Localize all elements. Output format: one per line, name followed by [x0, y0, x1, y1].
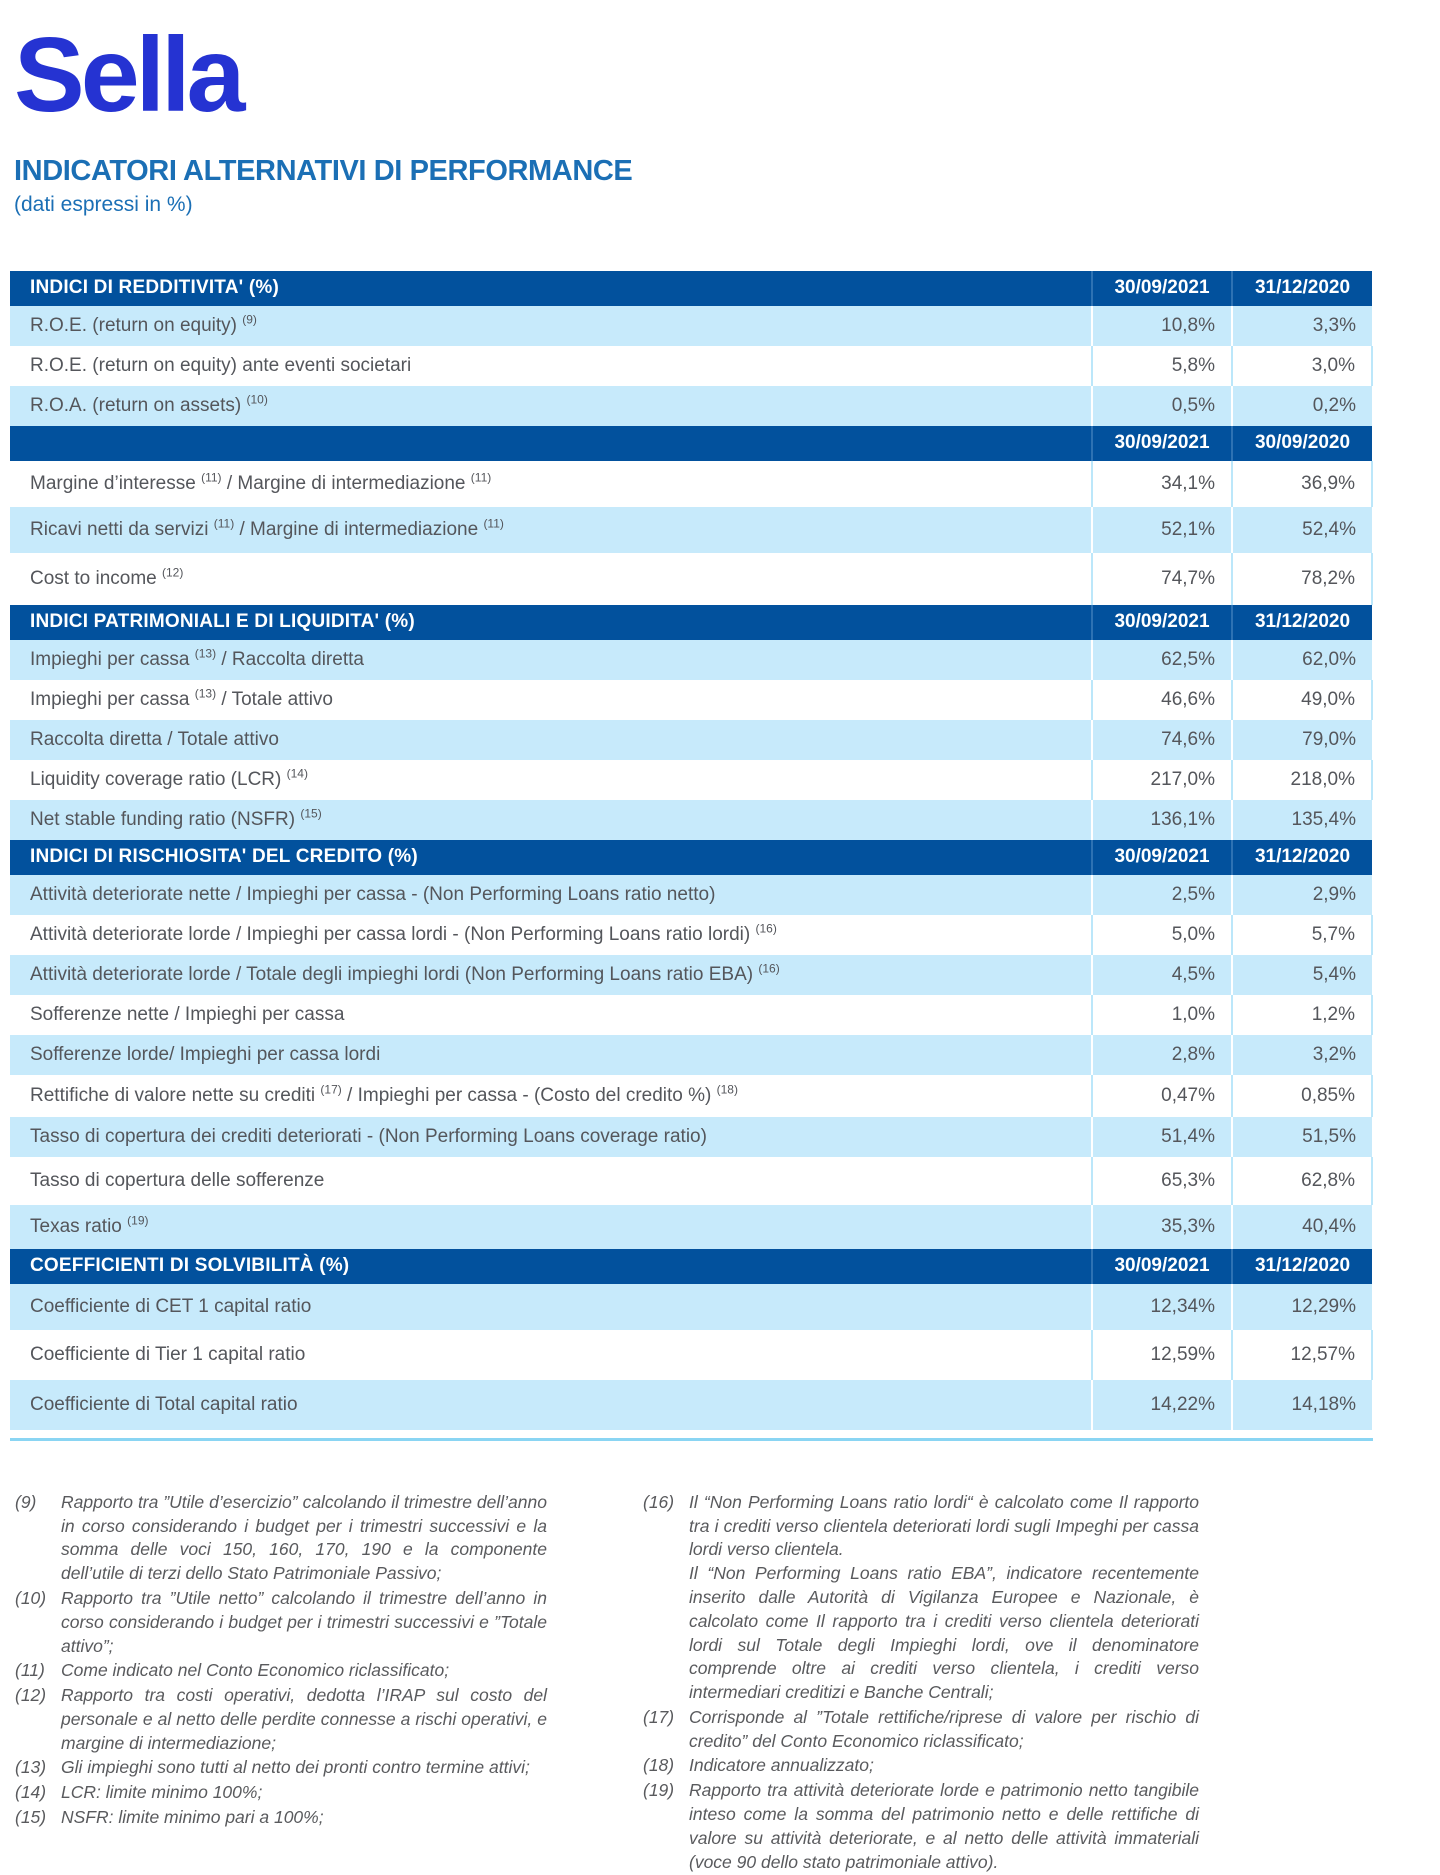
value-cell: 12,57%	[1232, 1330, 1372, 1380]
table-row	[10, 875, 1372, 915]
value-cell: 3,2%	[1232, 1035, 1372, 1075]
row-label: Net stable funding ratio (NSFR) $^{(15)}$	[30, 806, 322, 830]
footnote-text	[689, 1779, 1199, 1874]
footnote-column-left	[15, 1491, 547, 1875]
value-cell: 14,22%	[1092, 1380, 1232, 1430]
row-label: Ricavi netti da servizi $^{(11)}$ / Margine di intermediazione $^{(11)}$	[30, 516, 504, 540]
row-label: Cost to income $^{(12)}$	[30, 565, 184, 589]
value-cell: 5,7%	[1232, 915, 1372, 955]
footnote-text	[689, 1706, 1199, 1754]
footnote-text	[61, 1659, 547, 1683]
value-cell: 5,0%	[1092, 915, 1232, 955]
table-row	[10, 306, 1372, 346]
value-cell: 74,6%	[1092, 720, 1232, 760]
footnote-number: (9)	[15, 1491, 37, 1512]
footnote-text	[61, 1587, 547, 1658]
footnote	[15, 1684, 547, 1755]
table-row	[10, 1075, 1372, 1117]
row-label: Rettifiche di valore nette su crediti $^{(17)}$ / Impieghi per cassa - (Costo del credito %) $^{(18)}$	[30, 1082, 738, 1106]
footnote-ref: (17)	[320, 1082, 342, 1097]
value-cell: 36,9%	[1232, 461, 1372, 507]
footnote-number: (16)	[643, 1491, 675, 1512]
footnote	[643, 1491, 1199, 1705]
footnote-ref: (12)	[162, 565, 184, 580]
table-row	[10, 955, 1372, 995]
footnote-paragraph: Come indicato nel Conto Economico riclassificato;	[61, 1660, 450, 1681]
footnote-paragraph: NSFR: limite minimo pari a 100%;	[61, 1807, 324, 1828]
column-header-date: 30/09/2021	[1092, 840, 1232, 875]
row-label: Tasso di copertura delle sofferenze	[30, 1169, 325, 1191]
footnote-text	[689, 1491, 1199, 1705]
footnote-ref: (15)	[300, 806, 322, 821]
value-cell: 51,4%	[1092, 1117, 1232, 1157]
value-cell: 74,7%	[1092, 553, 1232, 605]
footnote-paragraph: Rapporto tra ”Utile netto” calcolando il trimestre dell’anno in corso considerando i budget per i trimestri successivi e ”Totale attivo”;	[61, 1587, 547, 1656]
row-label: Sofferenze lorde/ Impieghi per cassa lordi	[30, 1043, 381, 1065]
column-header-date: 30/09/2021	[1092, 271, 1232, 306]
footnote-number: (13)	[15, 1757, 47, 1778]
section-header-row	[10, 426, 1372, 461]
row-label: Coefficiente di CET 1 capital ratio	[30, 1295, 312, 1317]
section-title: INDICI DI RISCHIOSITA' DEL CREDITO (%)	[30, 846, 418, 868]
table-row	[10, 461, 1372, 507]
footnote	[643, 1779, 1199, 1874]
sella-logo: Sella	[14, 16, 242, 134]
footnote-number: (17)	[643, 1706, 675, 1727]
page-subtitle: (dati espressi in %)	[14, 192, 193, 216]
value-cell: 218,0%	[1232, 760, 1372, 800]
table-row	[10, 1157, 1372, 1205]
table-row	[10, 346, 1372, 386]
value-cell: 14,18%	[1232, 1380, 1372, 1430]
footnote-paragraph: Il “Non Performing Loans ratio EBA”, indicatore recentemente inserito dalle Autorità di Vigilanza Europee e Nazionale, è calcolato come Il rapporto tra i crediti verso clientela deteriorati lordi sul Totale degli Impieghi lordi, ove il denominatore comprende oltre ai crediti verso clientela, i crediti verso intermediari creditizi e Banche Centrali;	[689, 1563, 1199, 1703]
table-row	[10, 1330, 1372, 1380]
footnote-number: (11)	[15, 1660, 45, 1681]
footnote-number: (12)	[15, 1685, 47, 1706]
page-title: INDICATORI ALTERNATIVI DI PERFORMANCE	[14, 154, 633, 187]
column-header-date: 30/09/2021	[1092, 1249, 1232, 1284]
indicators-table-wrapper	[10, 271, 1373, 1441]
value-cell: 51,5%	[1232, 1117, 1372, 1157]
value-cell: 0,47%	[1092, 1075, 1232, 1117]
value-cell: 0,5%	[1092, 386, 1232, 426]
value-cell: 5,4%	[1232, 955, 1372, 995]
table-row	[10, 1035, 1372, 1075]
row-label: Attività deteriorate lorde / Impieghi per cassa lordi - (Non Performing Loans ratio lordi) $^{(16)}$	[30, 921, 777, 945]
column-header-date: 31/12/2020	[1232, 840, 1372, 875]
footnote-number: (14)	[15, 1782, 47, 1803]
value-cell: 62,5%	[1092, 640, 1232, 680]
footnote-paragraph: Rapporto tra ”Utile d’esercizio” calcolando il trimestre dell’anno in corso considerando i budget per i trimestri successivi e la somma delle voci 150, 160, 170, 190 e la componente dell’utile di terzi dello Stato Patrimoniale Passivo;	[61, 1491, 547, 1584]
footnote-number: (18)	[643, 1755, 675, 1776]
footnote-ref: (11)	[483, 516, 504, 531]
value-cell: 10,8%	[1092, 306, 1232, 346]
footnote-text	[61, 1684, 547, 1755]
footnote-ref: (11)	[201, 470, 222, 485]
value-cell: 52,4%	[1232, 507, 1372, 553]
footnote-ref: (13)	[194, 686, 217, 701]
value-cell: 12,29%	[1232, 1284, 1372, 1330]
value-cell: 34,1%	[1092, 461, 1232, 507]
footnote-paragraph: Gli impieghi sono tutti al netto dei pronti contro termine attivi;	[61, 1757, 530, 1778]
footnote-ref: (11)	[213, 516, 235, 531]
footnote	[15, 1659, 547, 1683]
footnote-ref: (13)	[194, 646, 217, 661]
row-label: R.O.E. (return on equity) ante eventi societari	[30, 354, 412, 376]
value-cell: 1,2%	[1232, 995, 1372, 1035]
value-cell: 40,4%	[1232, 1205, 1372, 1249]
table-row	[10, 386, 1372, 426]
table-row	[10, 995, 1372, 1035]
section-title	[10, 426, 1092, 461]
section-header-row	[10, 605, 1372, 640]
footnote-ref: (10)	[246, 392, 268, 407]
section-title: COEFFICIENTI DI SOLVIBILITÀ (%)	[30, 1255, 350, 1277]
value-cell: 0,85%	[1232, 1075, 1372, 1117]
column-header-date: 31/12/2020	[1232, 1249, 1372, 1284]
value-cell: 135,4%	[1232, 800, 1372, 840]
value-cell: 0,2%	[1232, 386, 1372, 426]
footnote-text	[689, 1754, 1199, 1778]
footnote	[643, 1754, 1199, 1778]
section-header-row	[10, 1249, 1372, 1284]
row-label: Margine d’interesse $^{(11)}$ / Margine di intermediazione $^{(11)}$	[30, 470, 492, 494]
footnote-ref: (14)	[286, 766, 308, 781]
value-cell: 4,5%	[1092, 955, 1232, 995]
table-row	[10, 640, 1372, 680]
table-row	[10, 680, 1372, 720]
footnote-paragraph: LCR: limite minimo 100%;	[61, 1782, 263, 1803]
footnote-paragraph: Rapporto tra attività deteriorate lorde e patrimonio netto tangibile inteso come la somma del patrimonio netto e delle rettifiche di valore su attività deteriorate, e al netto delle attività immateriali (voce 90 dello stato patrimoniale attivo).	[689, 1780, 1199, 1872]
section-header-row	[10, 271, 1372, 306]
value-cell: 12,59%	[1092, 1330, 1232, 1380]
value-cell: 46,6%	[1092, 680, 1232, 720]
footnote-paragraph: Rapporto tra costi operativi, dedotta l’IRAP sul costo del personale e al netto delle perdite connesse a rischi operativi, e margine di intermediazione;	[61, 1685, 547, 1753]
column-header-date: 31/12/2020	[1232, 271, 1372, 306]
value-cell: 78,2%	[1232, 553, 1372, 605]
footnote-text	[61, 1756, 547, 1780]
footnote-text	[61, 1806, 547, 1830]
value-cell: 79,0%	[1232, 720, 1372, 760]
value-cell: 2,9%	[1232, 875, 1372, 915]
value-cell: 3,3%	[1232, 306, 1372, 346]
row-label: Liquidity coverage ratio (LCR) $^{(14)}$	[30, 766, 308, 790]
row-label: Impieghi per cassa $^{(13)}$ / Raccolta diretta	[30, 646, 364, 670]
footnote-ref: (16)	[758, 961, 780, 976]
value-cell: 5,8%	[1092, 346, 1232, 386]
value-cell: 217,0%	[1092, 760, 1232, 800]
row-label: Coefficiente di Tier 1 capital ratio	[30, 1343, 306, 1365]
table-row	[10, 1380, 1372, 1430]
section-title: INDICI PATRIMONIALI E DI LIQUIDITA' (%)	[30, 611, 415, 633]
table-row	[10, 553, 1372, 605]
footnote-paragraph: Il “Non Performing Loans ratio lordi“ è calcolato come Il rapporto tra i crediti verso clientela deteriorati lordi sugli Impeghi per cassa lordi verso clientela.	[689, 1491, 1199, 1560]
footnote	[15, 1491, 547, 1586]
section-title: INDICI DI REDDITIVITA' (%)	[30, 277, 279, 299]
footnote-number: (15)	[15, 1807, 47, 1828]
table-row	[10, 760, 1372, 800]
footnote	[15, 1781, 547, 1805]
column-header-date: 30/09/2021	[1092, 426, 1232, 461]
table-row	[10, 507, 1372, 553]
indicators-table	[10, 271, 1373, 1430]
value-cell: 3,0%	[1232, 346, 1372, 386]
row-label: Attività deteriorate lorde / Totale degli impieghi lordi (Non Performing Loans ratio EBA) $^{(16)}$	[30, 961, 780, 985]
value-cell: 136,1%	[1092, 800, 1232, 840]
footnote	[15, 1587, 547, 1658]
row-label: R.O.E. (return on equity) $^{(9)}$	[30, 312, 257, 336]
row-label: R.O.A. (return on assets) $^{(10)}$	[30, 392, 268, 416]
table-row	[10, 915, 1372, 955]
table-row	[10, 1117, 1372, 1157]
row-label: Impieghi per cassa $^{(13)}$ / Totale attivo	[30, 686, 333, 710]
footnote-ref: (9)	[242, 312, 257, 327]
footnote	[643, 1706, 1199, 1754]
value-cell: 62,8%	[1232, 1157, 1372, 1205]
row-label: Texas ratio $^{(19)}$	[30, 1213, 149, 1237]
footnote-text	[61, 1491, 547, 1586]
value-cell: 52,1%	[1092, 507, 1232, 553]
table-row	[10, 800, 1372, 840]
value-cell: 49,0%	[1232, 680, 1372, 720]
row-label: Sofferenze nette / Impieghi per cassa	[30, 1003, 345, 1025]
row-label: Coefficiente di Total capital ratio	[30, 1393, 298, 1415]
table-row	[10, 720, 1372, 760]
footnote-text	[61, 1781, 547, 1805]
column-header-date: 31/12/2020	[1232, 605, 1372, 640]
footnote-number: (19)	[643, 1780, 675, 1801]
value-cell: 2,5%	[1092, 875, 1232, 915]
footnote	[15, 1806, 547, 1830]
value-cell: 65,3%	[1092, 1157, 1232, 1205]
value-cell: 2,8%	[1092, 1035, 1232, 1075]
footnote-number: (10)	[15, 1587, 47, 1608]
footnote-ref: (18)	[716, 1082, 738, 1097]
footnote	[15, 1756, 547, 1780]
value-cell: 62,0%	[1232, 640, 1372, 680]
footnotes-section	[15, 1491, 1425, 1875]
footnote-column-right	[643, 1491, 1199, 1875]
footnote-ref: (19)	[127, 1213, 149, 1228]
table-row	[10, 1284, 1372, 1330]
value-cell: 35,3%	[1092, 1205, 1232, 1249]
footnote-paragraph: Indicatore annualizzato;	[689, 1755, 874, 1776]
row-label: Tasso di copertura dei crediti deteriorati - (Non Performing Loans coverage ratio)	[30, 1125, 707, 1147]
row-label: Raccolta diretta / Totale attivo	[30, 728, 279, 750]
column-header-date: 30/09/2021	[1092, 605, 1232, 640]
table-row	[10, 1205, 1372, 1249]
column-header-date: 30/09/2020	[1232, 426, 1372, 461]
value-cell: 1,0%	[1092, 995, 1232, 1035]
footnote-ref: (16)	[755, 921, 777, 936]
section-header-row	[10, 840, 1372, 875]
value-cell: 12,34%	[1092, 1284, 1232, 1330]
row-label: Attività deteriorate nette / Impieghi per cassa - (Non Performing Loans ratio netto)	[30, 883, 716, 905]
document-page	[0, 16, 1440, 1875]
footnote-paragraph: Corrisponde al ”Totale rettifiche/riprese di valore per rischio di credito” del Conto Economico riclassificato;	[689, 1706, 1199, 1751]
footnote-ref: (11)	[470, 470, 492, 485]
